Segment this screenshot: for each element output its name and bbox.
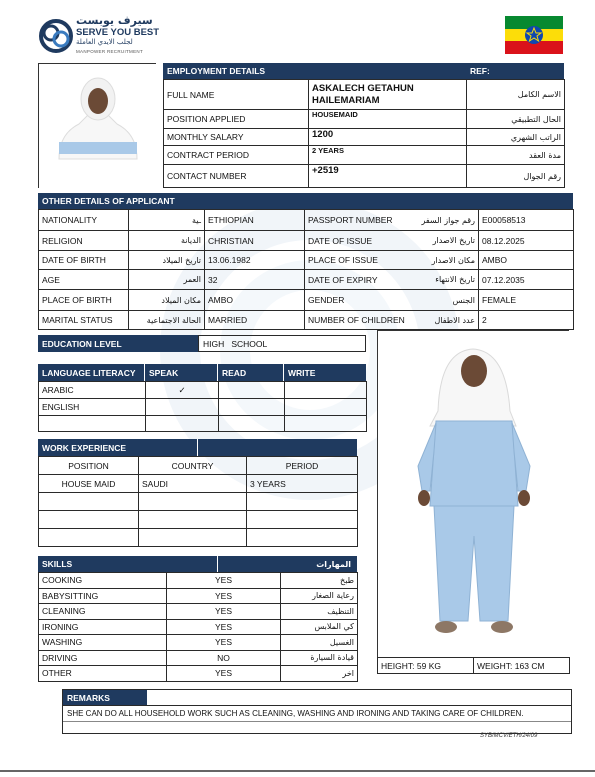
skills-header-row bbox=[38, 556, 357, 572]
date-of-issue-value: 08.12.2025 bbox=[479, 231, 574, 251]
table-row bbox=[39, 475, 358, 493]
skill-name: WASHING bbox=[39, 635, 167, 651]
skill-ar: طبخ bbox=[281, 573, 358, 589]
employment-details-table bbox=[163, 79, 565, 188]
education-level-value-box bbox=[198, 335, 366, 352]
place-of-issue-ar: مكان الاصدار bbox=[383, 251, 479, 270]
work-experience-header-row bbox=[38, 439, 357, 456]
work-country bbox=[139, 511, 247, 529]
work-position bbox=[39, 529, 139, 547]
language-read bbox=[219, 399, 285, 416]
contract-period-label: CONTRACT PERIOD bbox=[164, 146, 309, 165]
skill-value: NO bbox=[167, 650, 281, 666]
remarks-box bbox=[62, 705, 572, 734]
skills-header: SKILLS bbox=[38, 556, 218, 572]
table-row bbox=[164, 110, 565, 129]
skill-value: YES bbox=[167, 619, 281, 635]
height-value: HEIGHT: 59 KG bbox=[378, 658, 474, 674]
work-experience-table bbox=[38, 456, 358, 547]
full-name-label: FULL NAME bbox=[164, 80, 309, 110]
bottom-rule bbox=[0, 770, 595, 772]
full-name-ar: الاسم الكامل bbox=[467, 80, 565, 110]
language-name bbox=[39, 416, 146, 432]
brand-sub-en: MANPOWER RECRUITMENT bbox=[76, 49, 143, 54]
ref-label: REF: bbox=[470, 66, 490, 76]
work-period: 3 YEARS bbox=[247, 475, 358, 493]
date-of-expiry-label: DATE OF EXPIRY bbox=[305, 270, 383, 290]
table-row bbox=[39, 619, 358, 635]
skills-table bbox=[38, 572, 358, 682]
applicant-portrait-photo bbox=[38, 63, 156, 188]
gender-value: FEMALE bbox=[479, 290, 574, 311]
language-speak: ✓ bbox=[146, 382, 219, 399]
table-row bbox=[39, 588, 358, 604]
skills-header-ar: المهارات bbox=[218, 556, 357, 572]
full-name-value bbox=[309, 80, 467, 110]
place-of-birth-label: PLACE OF BIRTH bbox=[39, 290, 129, 311]
other-details-title: OTHER DETAILS OF APPLICANT bbox=[42, 196, 175, 206]
skill-ar: كي الملابس bbox=[281, 619, 358, 635]
date-of-birth-ar: تاريخ الميلاد bbox=[129, 251, 205, 270]
language-read bbox=[219, 416, 285, 432]
education-level-label: EDUCATION LEVEL bbox=[42, 338, 122, 349]
table-row bbox=[39, 650, 358, 666]
table-row bbox=[39, 270, 574, 290]
passport-number-ar: رقم جواز السفر bbox=[383, 210, 479, 231]
gender-label: GENDER bbox=[305, 290, 383, 311]
work-country: SAUDI bbox=[139, 475, 247, 493]
table-row bbox=[39, 529, 358, 547]
logo-knot-icon bbox=[38, 18, 74, 54]
number-of-children-label: NUMBER OF CHILDREN bbox=[305, 311, 383, 330]
table-row bbox=[164, 146, 565, 165]
language-speak bbox=[146, 399, 219, 416]
language-write bbox=[285, 416, 367, 432]
monthly-salary-value: 1200 bbox=[309, 129, 467, 146]
skill-value: YES bbox=[167, 604, 281, 620]
place-of-birth-ar: مكان الميلاد bbox=[129, 290, 205, 311]
skill-ar: اخر bbox=[281, 666, 358, 682]
contract-period-ar: مدة العقد bbox=[467, 146, 565, 165]
measurements-table bbox=[377, 657, 570, 674]
speak-header: SPEAK bbox=[145, 364, 218, 381]
brand-name-en: SERVE YOU BEST bbox=[76, 27, 160, 38]
religion-ar: الديانة bbox=[129, 231, 205, 251]
place-of-birth-value: AMBO bbox=[205, 290, 305, 311]
skill-name: DRIVING bbox=[39, 650, 167, 666]
nationality-label: NATIONALITY bbox=[39, 210, 129, 231]
work-position: HOUSE MAID bbox=[39, 475, 139, 493]
skill-value: YES bbox=[167, 573, 281, 589]
table-row bbox=[39, 493, 358, 511]
work-experience-header: WORK EXPERIENCE bbox=[38, 439, 198, 456]
education-level-value: HIGH SCHOOL bbox=[203, 338, 268, 349]
nationality-value: ETHIOPIAN bbox=[205, 210, 305, 231]
work-country bbox=[139, 529, 247, 547]
position-applied-ar: الحال التطبيقي bbox=[467, 110, 565, 129]
work-country bbox=[139, 493, 247, 511]
nationality-ar: ـية bbox=[129, 210, 205, 231]
skill-name: IRONING bbox=[39, 619, 167, 635]
table-row bbox=[378, 658, 570, 674]
language-name: ARABIC bbox=[39, 382, 146, 399]
contact-number-label: CONTACT NUMBER bbox=[164, 165, 309, 188]
contract-period-value: 2 YEARS bbox=[309, 146, 467, 165]
read-header: READ bbox=[218, 364, 284, 381]
language-literacy-header: LANGUAGE LITERACY bbox=[38, 364, 145, 381]
table-row bbox=[164, 165, 565, 188]
monthly-salary-ar: الراتب الشهري bbox=[467, 129, 565, 146]
remarks-header-row bbox=[62, 689, 572, 705]
place-of-issue-label: PLACE OF ISSUE bbox=[305, 251, 383, 270]
skill-ar: الغسيل bbox=[281, 635, 358, 651]
brand-logo bbox=[38, 14, 188, 58]
table-row bbox=[39, 457, 358, 475]
age-ar: العمر bbox=[129, 270, 205, 290]
language-name: ENGLISH bbox=[39, 399, 146, 416]
work-period bbox=[247, 511, 358, 529]
skill-name: CLEANING bbox=[39, 604, 167, 620]
monthly-salary-label: MONTHLY SALARY bbox=[164, 129, 309, 146]
work-period bbox=[247, 493, 358, 511]
language-table bbox=[38, 381, 367, 432]
contact-number-value: +2519 bbox=[309, 165, 467, 188]
language-write bbox=[285, 399, 367, 416]
gender-ar: الجنس bbox=[383, 290, 479, 311]
footer-code: SYB/MCV/ETH/24/09 bbox=[480, 733, 538, 739]
applicant-full-body-photo bbox=[377, 330, 569, 657]
skill-ar: رعاية الصغار bbox=[281, 588, 358, 604]
work-position bbox=[39, 493, 139, 511]
table-row bbox=[39, 231, 574, 251]
date-of-birth-value: 13.06.1982 bbox=[205, 251, 305, 270]
contact-number-ar: رقم الجوال bbox=[467, 165, 565, 188]
weight-value: WEIGHT: 163 CM bbox=[474, 658, 570, 674]
date-of-expiry-value: 07.12.2035 bbox=[479, 270, 574, 290]
skill-value: YES bbox=[167, 666, 281, 682]
table-row bbox=[39, 635, 358, 651]
religion-label: RELIGION bbox=[39, 231, 129, 251]
language-header-row bbox=[38, 364, 366, 381]
table-row bbox=[39, 251, 574, 270]
age-value: 32 bbox=[205, 270, 305, 290]
language-write bbox=[285, 382, 367, 399]
table-row bbox=[39, 604, 358, 620]
table-row bbox=[39, 382, 367, 399]
education-level-header bbox=[38, 335, 198, 352]
work-col-country: COUNTRY bbox=[139, 457, 247, 475]
brand-name-ar: سيرف يوبست bbox=[76, 14, 153, 27]
table-row bbox=[39, 290, 574, 311]
skill-value: YES bbox=[167, 588, 281, 604]
other-details-header-right bbox=[304, 193, 573, 209]
employment-details-header bbox=[163, 63, 466, 79]
work-col-period: PERIOD bbox=[247, 457, 358, 475]
work-period bbox=[247, 529, 358, 547]
work-experience-header-right bbox=[198, 439, 357, 456]
brand-sub-ar: لجلب الايدي العاملة bbox=[76, 38, 133, 46]
other-details-table bbox=[38, 209, 574, 330]
date-of-issue-ar: تاريخ الاصدار bbox=[383, 231, 479, 251]
skill-name: BABYSITTING bbox=[39, 588, 167, 604]
table-row bbox=[39, 416, 367, 432]
remarks-line bbox=[63, 721, 571, 722]
skill-ar: قيادة السيارة bbox=[281, 650, 358, 666]
other-details-header bbox=[38, 193, 304, 209]
table-row bbox=[39, 511, 358, 529]
ethiopia-flag bbox=[505, 16, 563, 54]
marital-status-ar: الحالة الاجتماعية bbox=[129, 311, 205, 330]
table-row bbox=[39, 210, 574, 231]
skill-name: COOKING bbox=[39, 573, 167, 589]
write-header: WRITE bbox=[284, 364, 366, 381]
language-read bbox=[219, 382, 285, 399]
date-of-birth-label: DATE OF BIRTH bbox=[39, 251, 129, 270]
religion-value: CHRISTIAN bbox=[205, 231, 305, 251]
table-row bbox=[164, 129, 565, 146]
marital-status-label: MARITAL STATUS bbox=[39, 311, 129, 330]
table-row bbox=[39, 573, 358, 589]
employment-details-title: EMPLOYMENT DETAILS bbox=[167, 66, 266, 76]
position-applied-label: POSITION APPLIED bbox=[164, 110, 309, 129]
work-position bbox=[39, 511, 139, 529]
table-row bbox=[39, 399, 367, 416]
age-label: AGE bbox=[39, 270, 129, 290]
table-row bbox=[164, 80, 565, 110]
passport-number-label: PASSPORT NUMBER bbox=[305, 210, 383, 231]
position-applied-value: HOUSEMAID bbox=[309, 110, 467, 129]
place-of-issue-value: AMBO bbox=[479, 251, 574, 270]
table-row bbox=[39, 666, 358, 682]
date-of-issue-label: DATE OF ISSUE bbox=[305, 231, 383, 251]
remarks-text: SHE CAN DO ALL HOUSEHOLD WORK SUCH AS CLEANING, WASHING AND IRONING AND TAKING CARE OF CHILDREN. bbox=[67, 709, 524, 718]
number-of-children-value: 2 bbox=[479, 311, 574, 330]
remarks-header: REMARKS bbox=[63, 690, 147, 705]
skill-name: OTHER bbox=[39, 666, 167, 682]
passport-number-value: E00058513 bbox=[479, 210, 574, 231]
language-speak bbox=[146, 416, 219, 432]
date-of-expiry-ar: تاريخ الانتهاء bbox=[383, 270, 479, 290]
full-name-text: ASKALECH GETAHUN HAILEMARIAM bbox=[312, 82, 414, 106]
marital-status-value: MARRIED bbox=[205, 311, 305, 330]
skill-value: YES bbox=[167, 635, 281, 651]
number-of-children-ar: عدد الاطفال bbox=[383, 311, 479, 330]
skill-ar: التنظيف bbox=[281, 604, 358, 620]
table-row bbox=[39, 311, 574, 330]
work-col-position: POSITION bbox=[39, 457, 139, 475]
ref-header bbox=[466, 63, 564, 79]
